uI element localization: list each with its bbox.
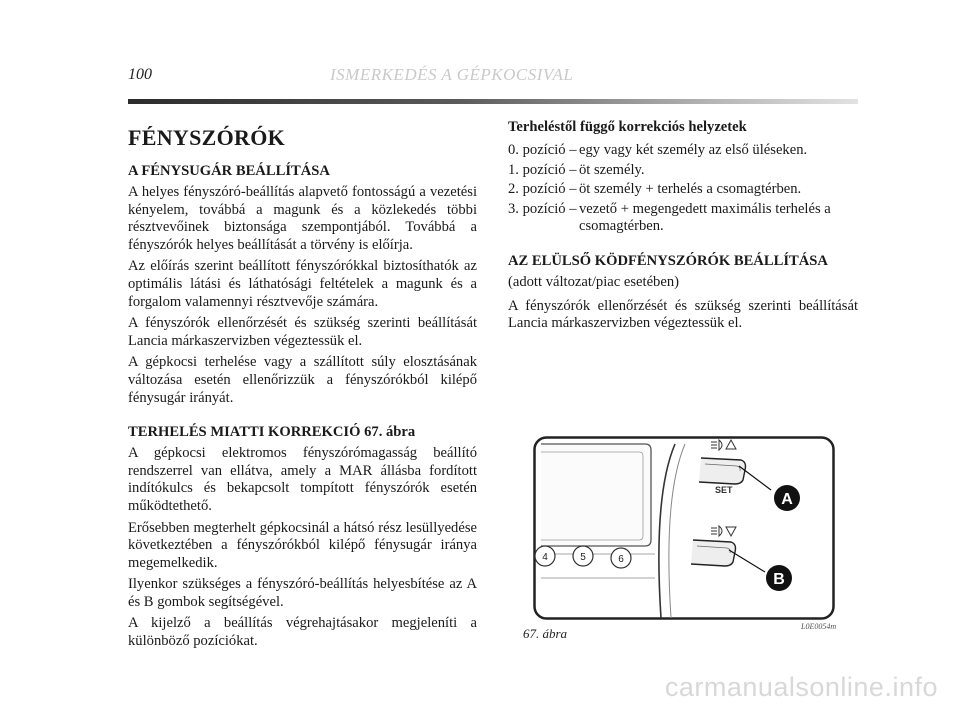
set-label: SET	[715, 485, 733, 495]
headlight-up-button	[699, 458, 746, 484]
preset-button-6	[611, 548, 631, 568]
list-item	[508, 142, 858, 160]
headlight-down-button	[691, 540, 736, 566]
page-title: FÉNYSZÓRÓK	[128, 125, 286, 150]
page-number: 100	[128, 66, 152, 83]
left-column	[128, 118, 477, 655]
preset-button-5	[573, 546, 593, 566]
callout-a	[774, 485, 800, 511]
callout-b	[766, 565, 792, 591]
paragraph: Az előírás szerint beállított fényszórókkal biztosíthatók az optimális látási és láthatósági feltételek a magunk és a forgalom valamennyi résztvevője számára.	[128, 258, 477, 310]
list-item	[508, 181, 858, 199]
paragraph: A kijelző a beállítás végrehajtásakor megjeleníti a különböző pozíciókat.	[128, 615, 477, 650]
dashboard-illustration	[533, 436, 835, 620]
preset-button-4	[535, 546, 555, 566]
position-key: 0. pozíció –	[508, 142, 577, 158]
list-item	[508, 162, 858, 180]
right-column	[508, 118, 858, 337]
section-heading-positions: Terheléstől függő korrekciós helyzetek	[508, 119, 747, 135]
paragraph: Ilyenkor szükséges a fényszóró-beállítás helyesbítése az A és B gombok segítségével.	[128, 576, 477, 610]
running-title: ISMERKEDÉS A GÉPKOCSIVAL	[330, 65, 574, 84]
watermark: carmanualsonline.info	[664, 672, 938, 702]
positions-list	[508, 142, 858, 236]
list-item	[508, 201, 858, 236]
paragraph: A fényszórók ellenőrzését és szükség szerinti beállítását Lancia márkaszervizben végeztessük el.	[128, 315, 477, 349]
position-key: 2. pozíció –	[508, 181, 577, 198]
section-heading-fog-lights: AZ ELÜLSŐ KÖDFÉNYSZÓRÓK BEÁLLÍTÁSA	[508, 252, 828, 269]
paragraph: A helyes fényszóró-beállítás alapvető fontosságú a vezetési kényelem, továbbá a magunk és a közlekedés többi résztvevőinek biztonsága szempontjából. Továbbá a fényszórók helyes beállítását a törvény is előírja.	[128, 184, 477, 253]
position-key: 1. pozíció –	[508, 161, 577, 178]
figure-67	[533, 436, 835, 620]
figure-code: L0E0054m	[801, 622, 837, 631]
position-text: vezető + megengedett maximális terhelés a csomagtérben.	[579, 200, 831, 235]
section-subheading: (adott változat/piac esetében)	[508, 273, 679, 290]
section-heading-load-correction: TERHELÉS MIATTI KORREKCIÓ 67. ábra	[128, 424, 416, 441]
header-rule	[128, 99, 858, 104]
position-text: egy vagy két személy az első üléseken.	[579, 142, 808, 158]
svg-text:6: 6	[618, 554, 624, 565]
paragraph: Erősebben megterhelt gépkocsinál a hátsó rész lesüllyedése következtében a fényszórókból kilépő fénysugár iránya megemelkedik.	[128, 519, 477, 571]
figure-caption: 67. ábra	[523, 626, 568, 641]
position-key: 3. pozíció –	[508, 200, 577, 217]
paragraph: A gépkocsi elektromos fényszórómagasság beállító rendszerrel van ellátva, amely a MAR állásba fordított indítókulcs és bekapcsolt tompított fényszórók esetén működtethető.	[128, 445, 477, 514]
svg-text:A: A	[781, 491, 793, 508]
position-text: öt személy.	[579, 161, 645, 178]
svg-text:B: B	[773, 571, 785, 588]
svg-text:4: 4	[542, 552, 548, 563]
section-heading-beam-adjust: A FÉNYSUGÁR BEÁLLÍTÁSA	[128, 163, 330, 179]
paragraph: A gépkocsi terhelése vagy a szállított súly elosztásának változása esetén ellenőrizzük a fényszórókból kilépő fénysugár irányát.	[128, 354, 477, 406]
paragraph: A fényszórók ellenőrzését és szükség szerinti beállítását Lancia márkaszervizben végeztessük el.	[508, 297, 858, 332]
svg-text:5: 5	[580, 552, 586, 563]
position-text: öt személy + terhelés a csomagtérben.	[579, 181, 802, 198]
